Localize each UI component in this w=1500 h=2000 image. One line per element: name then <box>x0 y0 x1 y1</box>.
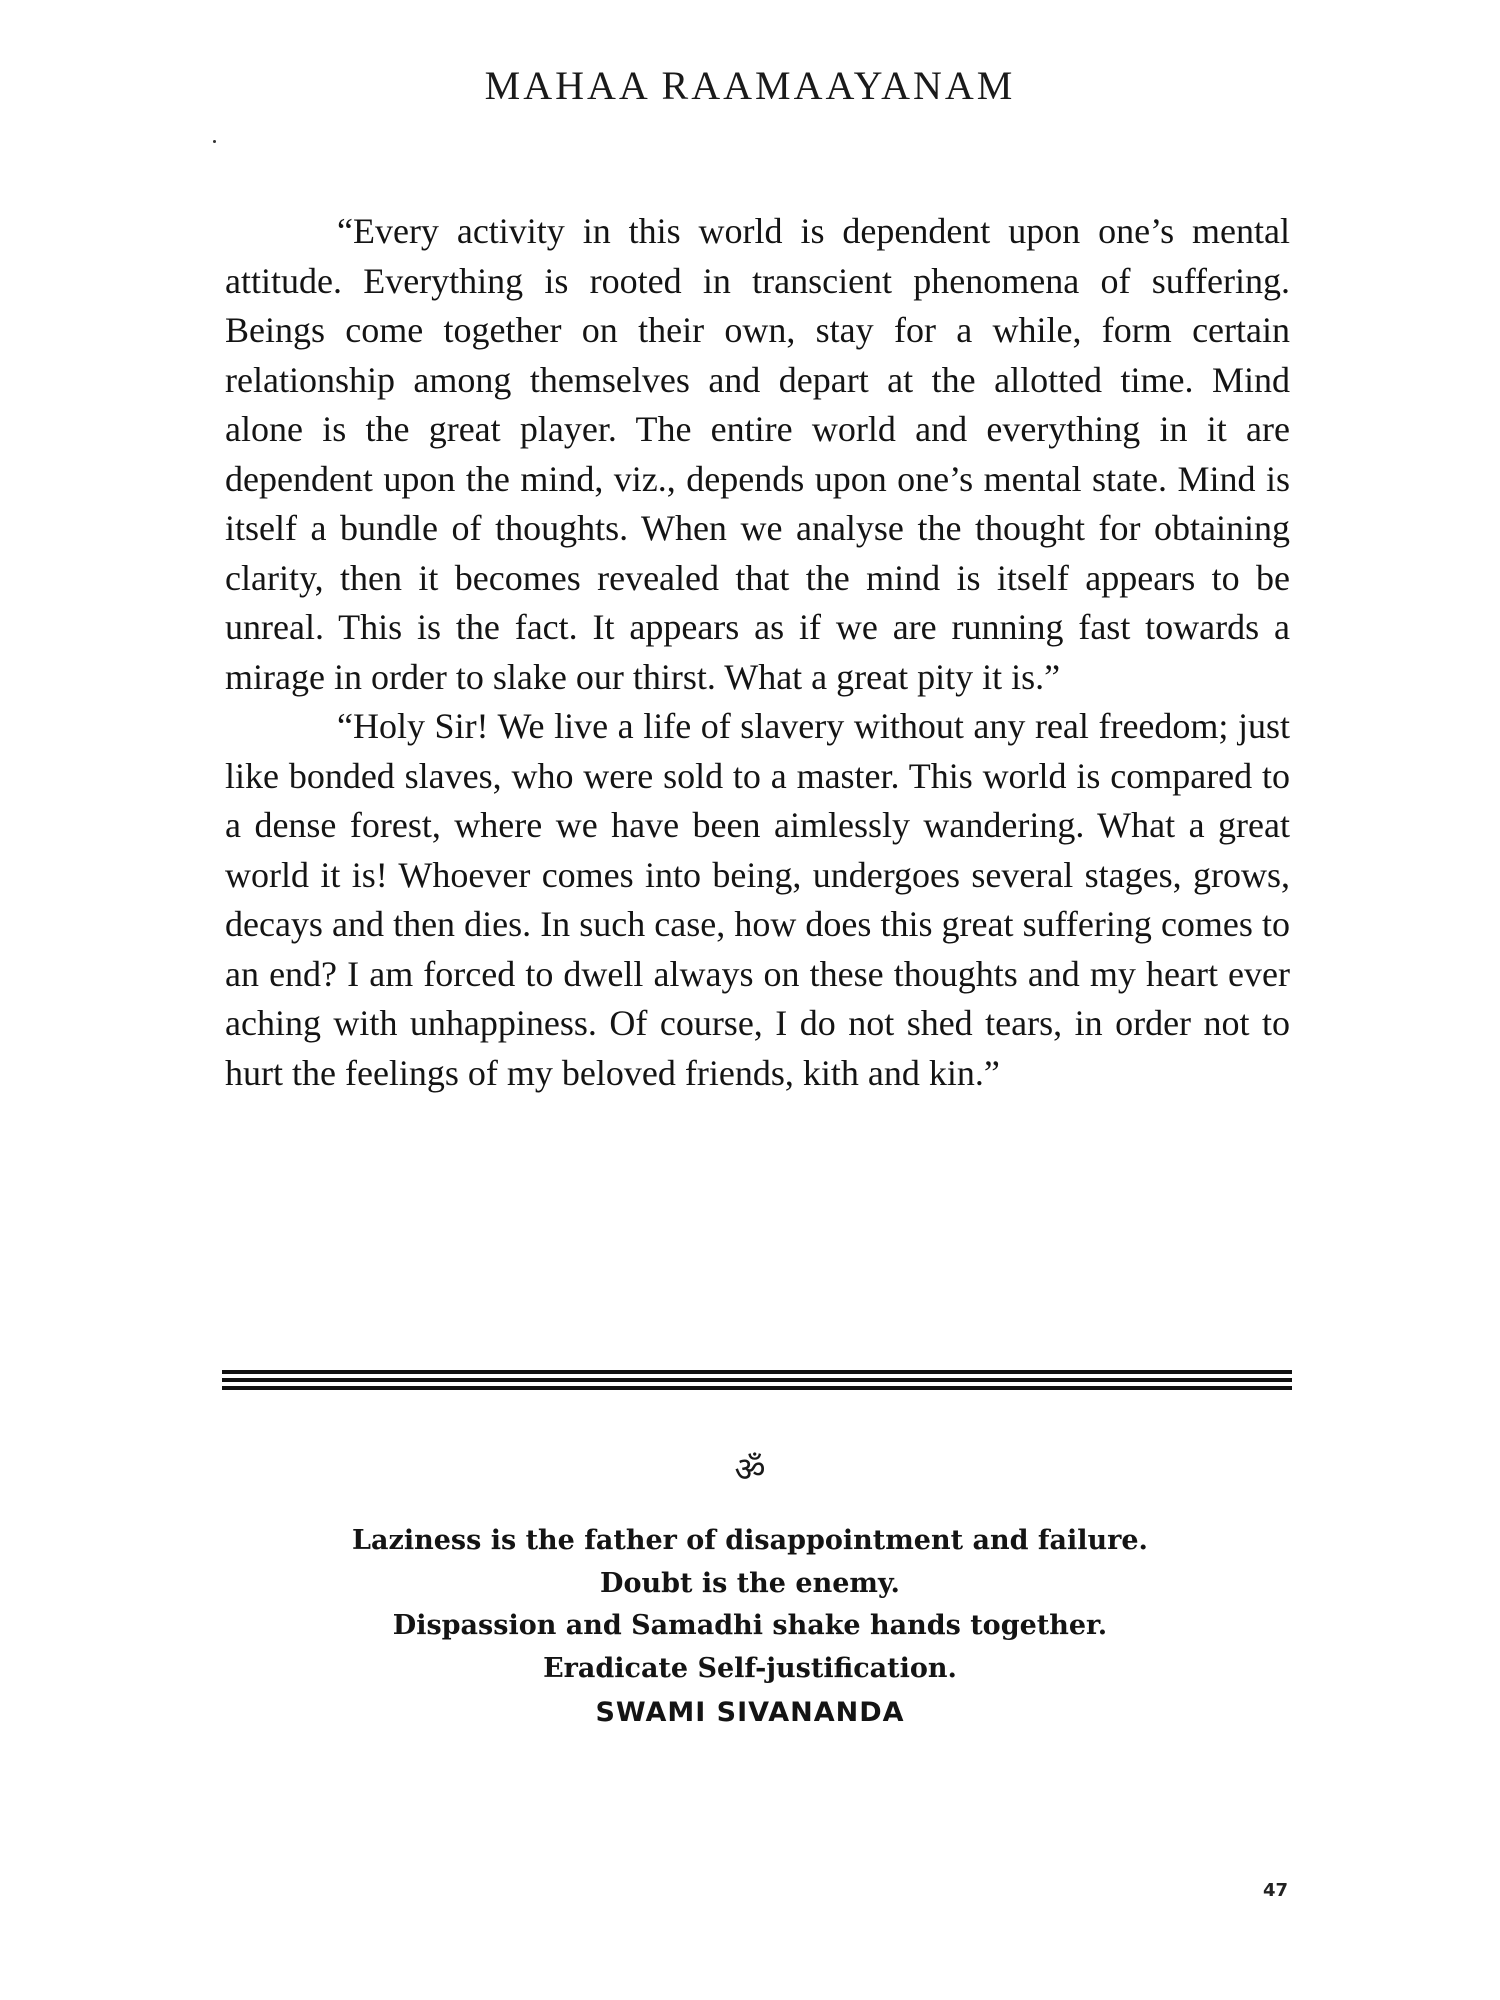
rule-line <box>222 1378 1292 1382</box>
body-text <box>225 207 1290 1098</box>
rule-line <box>222 1370 1292 1374</box>
running-head: MAHAA RAAMAAYANAM <box>484 63 1016 108</box>
paragraph: “Every activity in this world is dependent upon one’s mental attitude. Everything is rooted in transcient phenomena of suffering. Beings come together on their own, stay for a while, form certain relationship among themselves and depart at the allotted time. Mind alone is the great player. The entire world and everything in it are dependent upon the mind, viz., depends upon one’s mental state. Mind is itself a bundle of thoughts. When we analyse the thought for obtaining clarity, then it becomes revealed that the mind is itself appears to be unreal. This is the fact. It appears as if we are running fast towards a mirage in order to slake our thirst. What a great pity it is.” <box>225 211 1290 697</box>
page-number: 47 <box>1262 1880 1288 1901</box>
quote-line: Doubt is the enemy. <box>600 1567 900 1599</box>
section-divider-rule <box>222 1370 1292 1394</box>
quote-line: Eradicate Self-justification. <box>543 1652 957 1684</box>
stray-mark <box>213 140 216 143</box>
quote-line: Laziness is the father of disappointment and failure. <box>352 1525 1148 1556</box>
rule-line <box>222 1386 1292 1390</box>
quote-author: SWAMI SIVANANDA <box>595 1697 905 1728</box>
paragraph: “Holy Sir! We live a life of slavery without any real freedom; just like bonded slaves, who were sold to a master. This world is compared to a dense forest, where we have been aimlessly wandering. What a great world it is! Whoever comes into being, undergoes several stages, grows, decays and then dies. In such case, how does this great suffering comes to an end? I am forced to dwell always on these thoughts and my heart ever aching with unhappiness. Of course, I do not shed tears, in order not to hurt the feelings of my beloved friends, kith and kin.” <box>225 706 1290 1093</box>
om-icon: ॐ <box>734 1450 766 1490</box>
quote-block <box>0 1520 1500 1735</box>
quote-line: Dispassion and Samadhi shake hands together. <box>392 1610 1108 1641</box>
